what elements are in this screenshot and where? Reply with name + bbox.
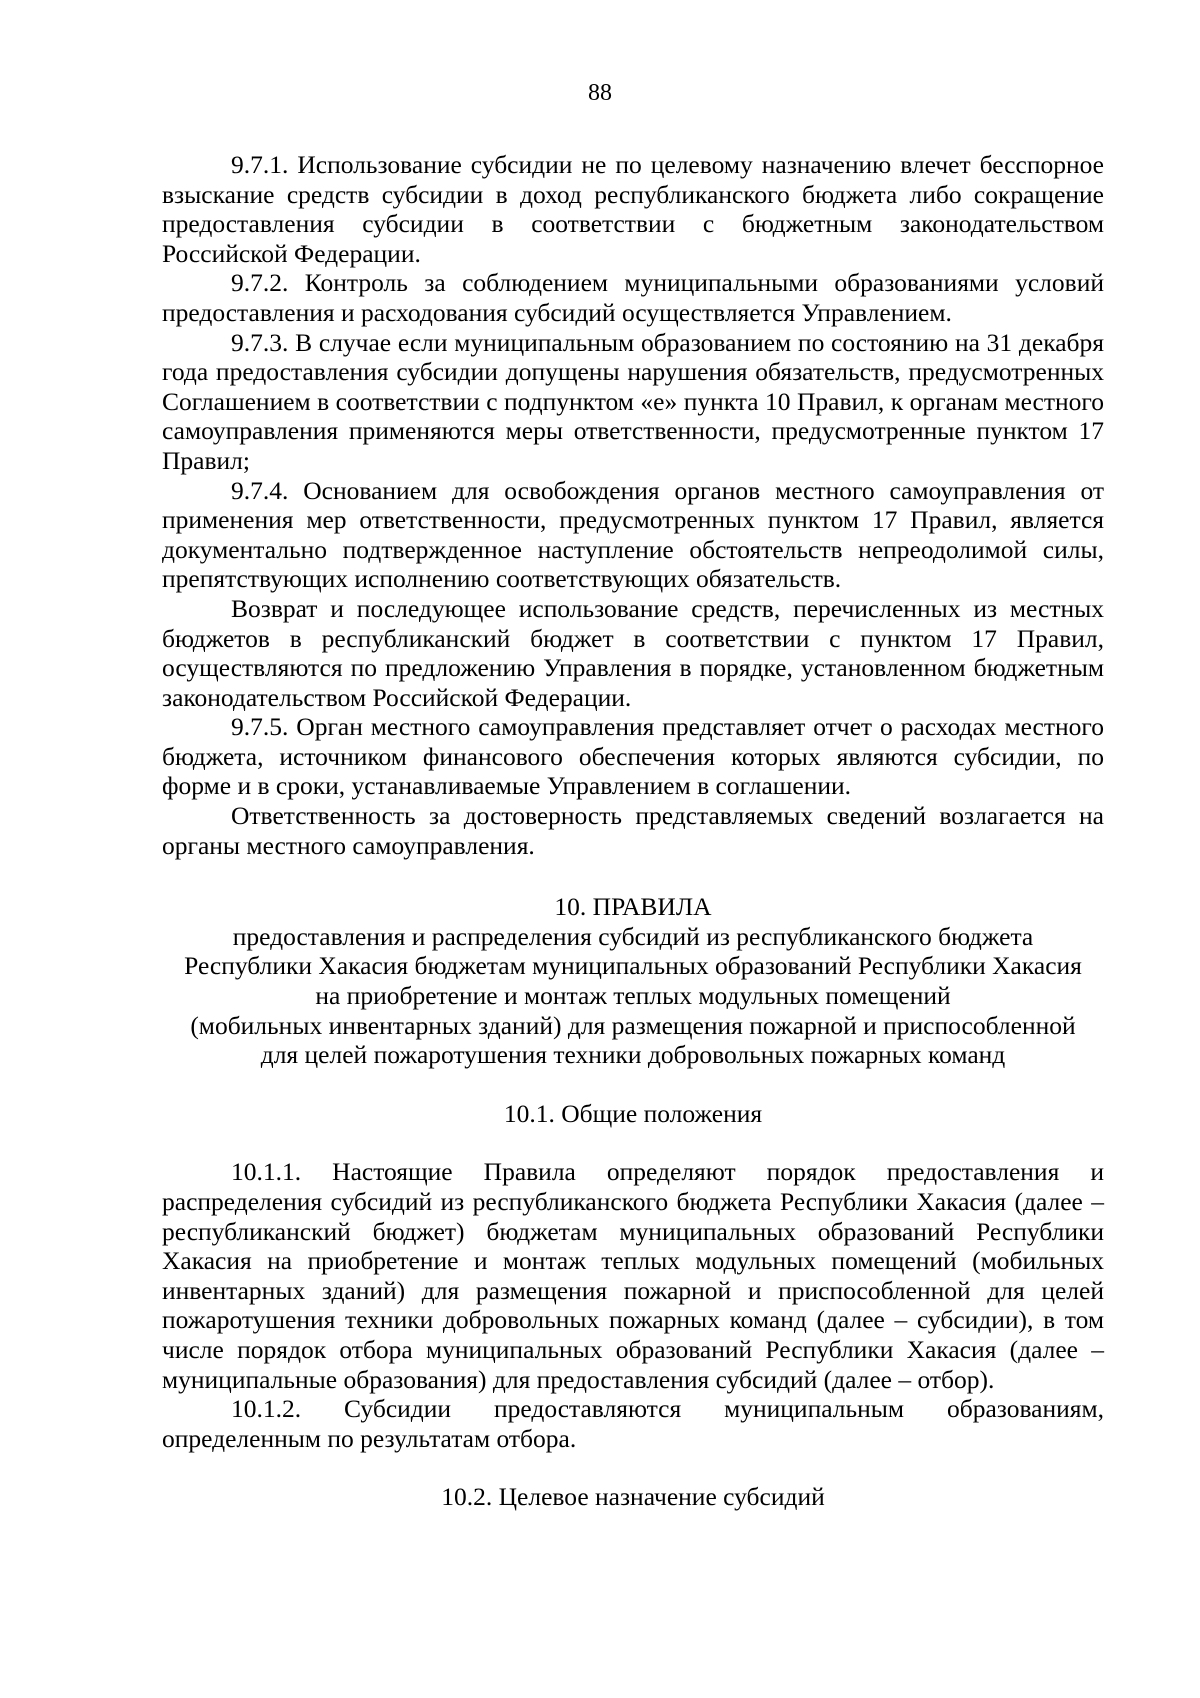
paragraph-9-7-2: 9.7.2. Контроль за соблюдением муниципальными образованиями условий предоставления и расходования субсидий осуществляется Управлением.	[162, 268, 1104, 327]
section-10-subtitle-line: Республики Хакасия бюджетам муниципальных образований Республики Хакасия	[184, 951, 1082, 981]
section-10-heading	[162, 892, 1104, 1070]
paragraph-9-7-3: 9.7.3. В случае если муниципальным образованием по состоянию на 31 декабря года предоставления субсидии допущены нарушения обязательств, предусмотренных Соглашением в соответствии с подпунктом «е» пункта 10 Правил, к органам местного самоуправления применяются меры ответственности, предусмотренные пунктом 17 Правил;	[162, 327, 1104, 475]
document-body	[162, 150, 1104, 1541]
subsection-10-2-title: 10.2. Целевое назначение субсидий	[441, 1482, 825, 1512]
section-10-subtitle-line: предоставления и распределения субсидий из республиканского бюджета	[232, 921, 1034, 951]
page-number: 88	[588, 80, 612, 106]
paragraph-9-7-1: 9.7.1. Использование субсидии не по целевому назначению влечет бесспорное взыскание средств субсидии в доход республиканского бюджета либо сокращение предоставления субсидии в соответствии с бюджетным законодательством Российской Федерации.	[162, 150, 1104, 268]
section-10-subtitle-line: на приобретение и монтаж теплых модульных помещений	[315, 981, 951, 1011]
section-10-title: 10. ПРАВИЛА	[554, 892, 712, 922]
paragraph-responsibility: Ответственность за достоверность представляемых сведений возлагается на органы местного самоуправления.	[162, 801, 1104, 860]
subsection-10-1-title: 10.1. Общие положения	[503, 1098, 763, 1128]
section-10-subtitle-line: (мобильных инвентарных зданий) для размещения пожарной и приспособленной	[190, 1010, 1076, 1040]
paragraph-10-1-1: 10.1.1. Настоящие Правила определяют порядок предоставления и распределения субсидий из республиканского бюджета Республики Хакасия (далее – республиканский бюджет) бюджетам муниципальных образований Республики Хакасия на приобретение и монтаж теплых модульных помещений (мобильных инвентарных зданий) для размещения пожарной и приспособленной для целей пожаротушения техники добровольных пожарных команд (далее – субсидии), в том числе порядок отбора муниципальных образований Республики Хакасия (далее – муниципальные образования) для предоставления субсидий (далее – отбор).	[162, 1157, 1104, 1394]
paragraph-9-7-5: 9.7.5. Орган местного самоуправления представляет отчет о расходах местного бюджета, источником финансового обеспечения которых являются субсидии, по форме и в сроки, устанавливаемые Управлением в соглашении.	[162, 712, 1104, 801]
paragraph-return-of-funds: Возврат и последующее использование средств, перечисленных из местных бюджетов в республиканский бюджет в соответствии с пунктом 17 Правил, осуществляются по предложению Управления в порядке, установленном бюджетным законодательством Российской Федерации.	[162, 593, 1104, 712]
paragraph-9-7-4: 9.7.4. Основанием для освобождения органов местного самоуправления от применения мер ответственности, предусмотренных пунктом 17 Правил, является документально подтвержденное наступление обстоятельств непреодолимой силы, препятствующих исполнению соответствующих обязательств.	[162, 475, 1104, 594]
section-10-subtitle-line: для целей пожаротушения техники добровольных пожарных команд	[260, 1040, 1006, 1070]
paragraph-10-1-2: 10.1.2. Субсидии предоставляются муниципальным образованиям, определенным по результатам отбора.	[162, 1394, 1104, 1453]
